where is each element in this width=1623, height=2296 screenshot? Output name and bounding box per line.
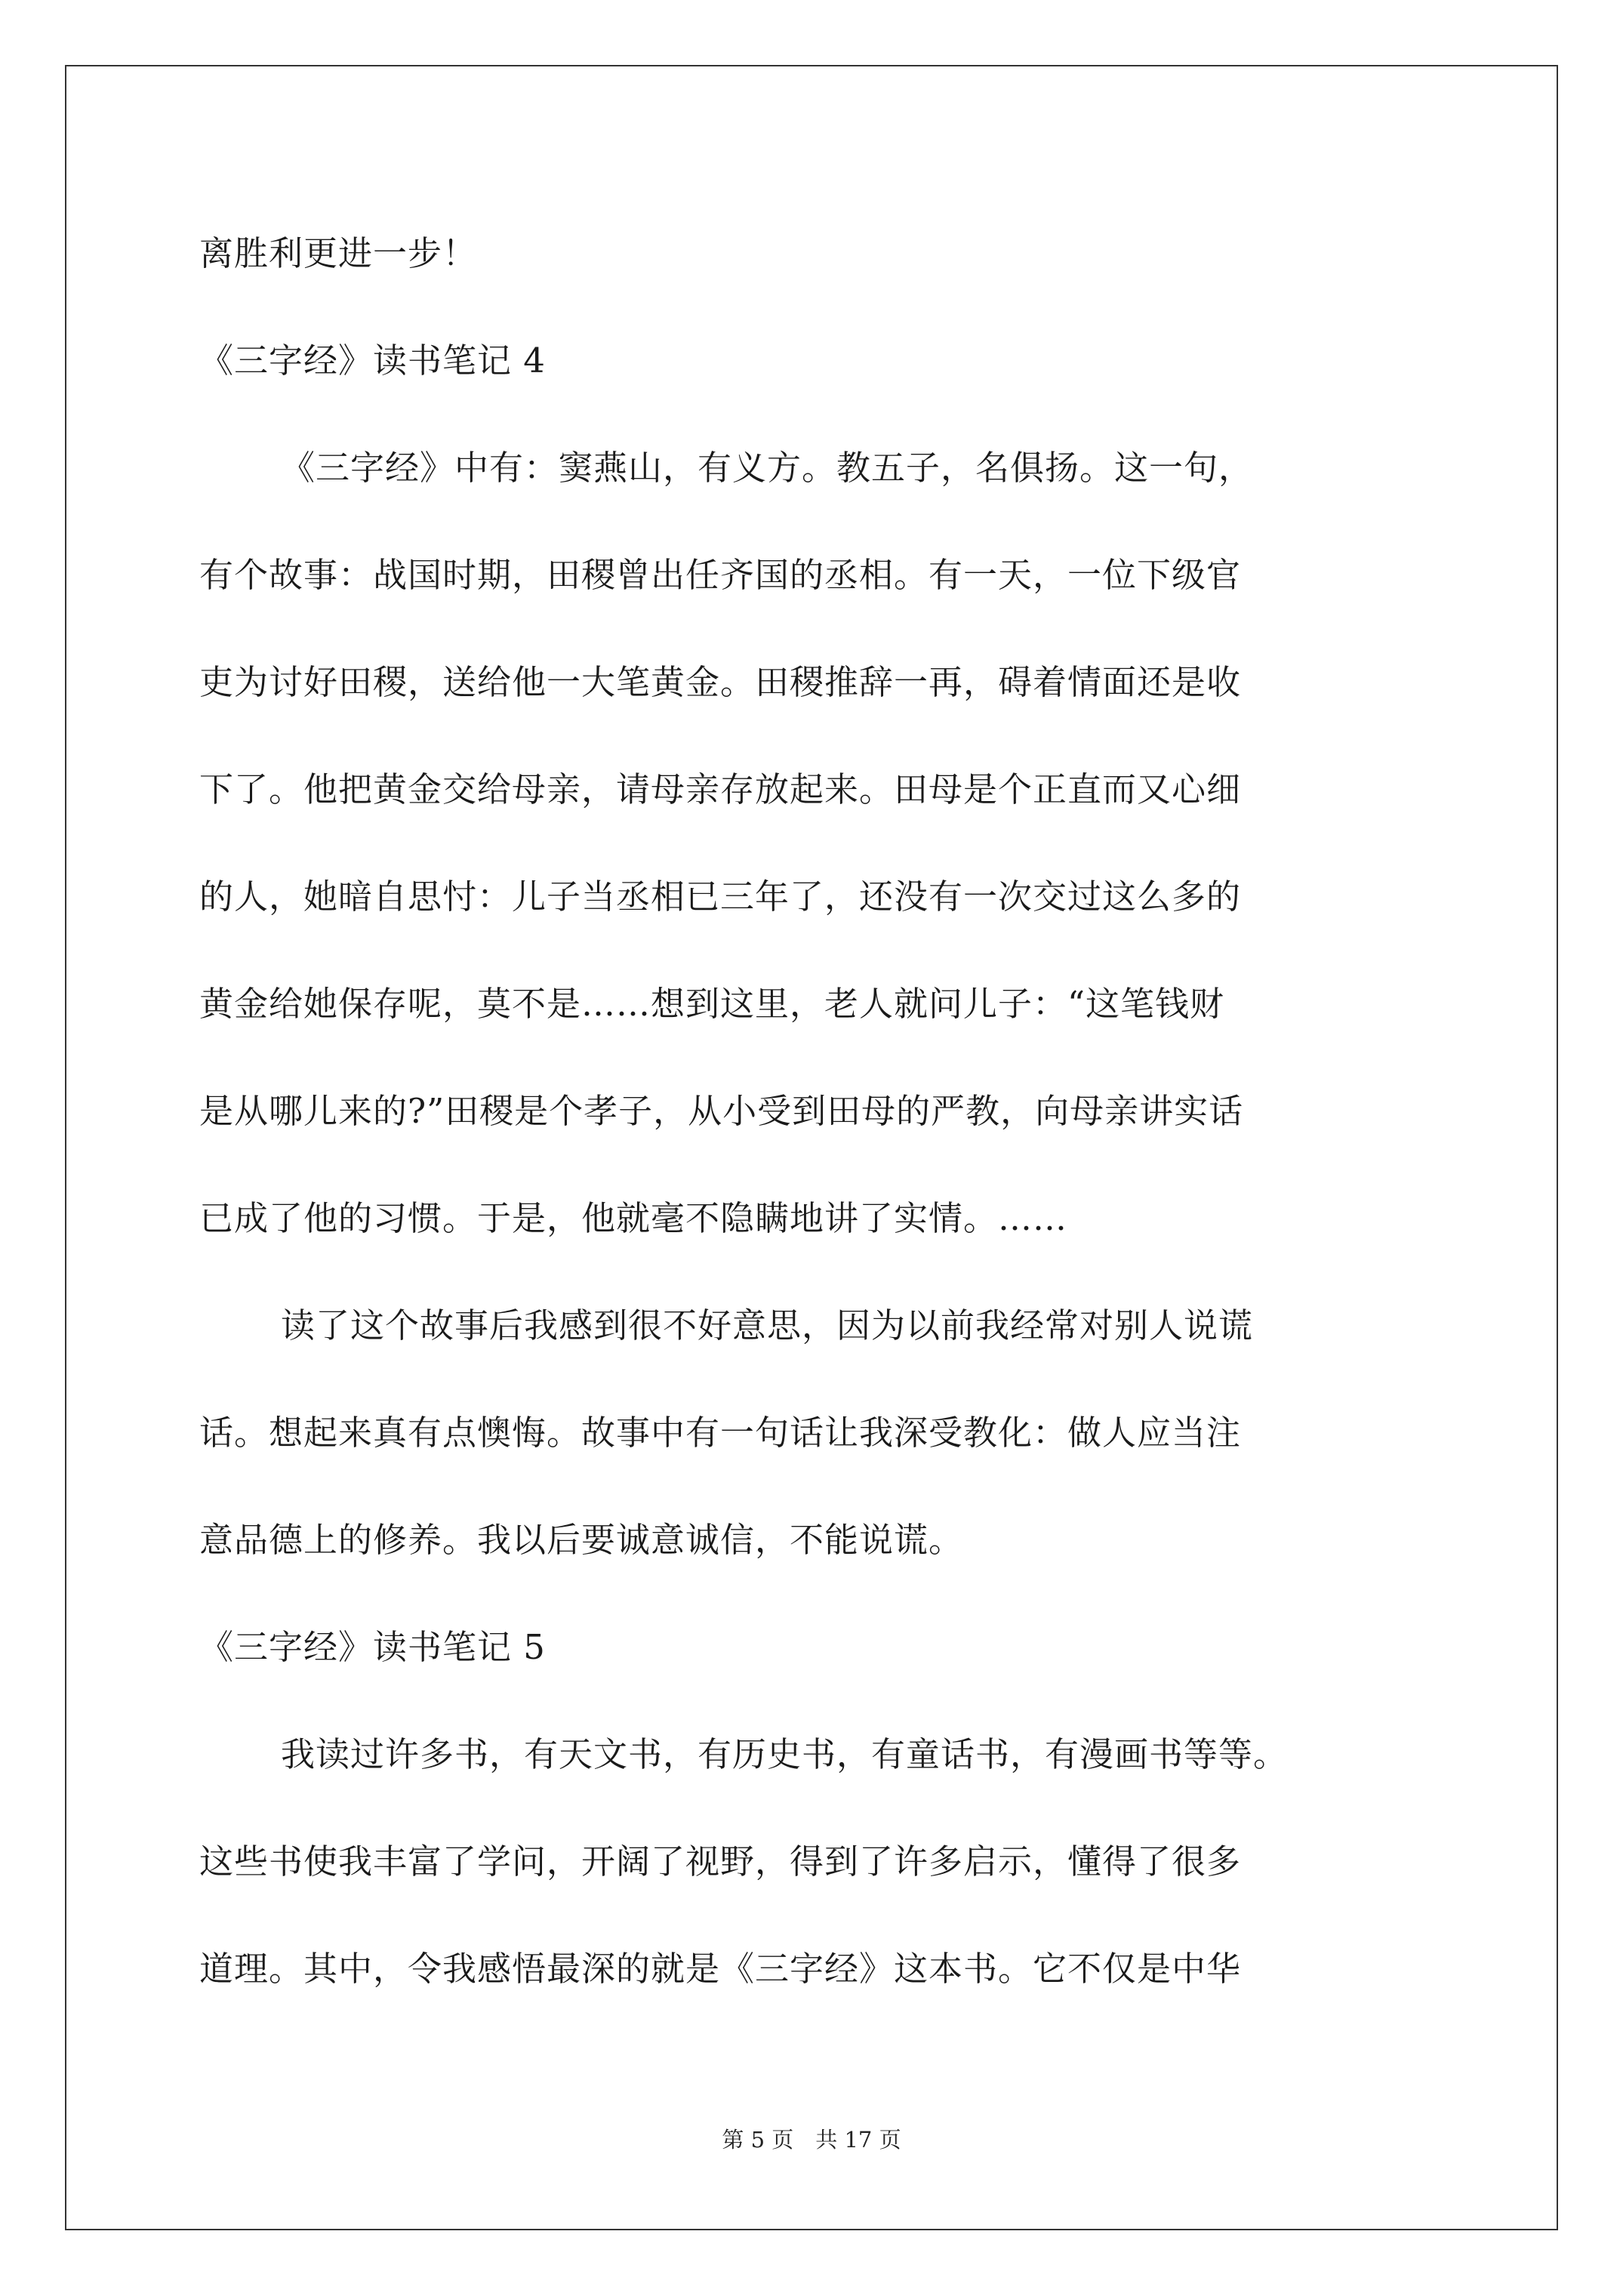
body-text-line: 吏为讨好田稷，送给他一大笔黄金。田稷推辞一再，碍着情面还是收 <box>199 662 1242 702</box>
body-text-line: 读了这个故事后我感到很不好意思，因为以前我经常对别人说谎 <box>281 1305 1254 1345</box>
page-border <box>65 65 1558 2230</box>
body-text-line: 道理。其中，令我感悟最深的就是《三字经》这本书。它不仅是中华 <box>199 1949 1242 1989</box>
body-text-line: 有个故事：战国时期，田稷曾出任齐国的丞相。有一天，一位下级官 <box>199 555 1242 595</box>
section-heading: 《三字经》读书笔记 5 <box>199 1627 546 1667</box>
body-text-line: 我读过许多书，有天文书，有历史书，有童话书，有漫画书等等。 <box>281 1734 1289 1774</box>
body-text-line: 意品德上的修养。我以后要诚意诚信，不能说谎。 <box>199 1520 964 1560</box>
page-number-footer: 第 5 页 共 17 页 <box>722 2127 901 2153</box>
body-text-line: 的人，她暗自思忖：儿子当丞相已三年了，还没有一次交过这么多的 <box>199 877 1242 917</box>
body-text-line: 已成了他的习惯。于是，他就毫不隐瞒地讲了实情。…… <box>199 1198 1068 1238</box>
body-text-line: 《三字经》中有：窦燕山，有义方。教五子，名俱扬。这一句， <box>281 448 1254 488</box>
body-text-line: 话。想起来真有点懊悔。故事中有一句话让我深受教化：做人应当注 <box>199 1413 1242 1453</box>
body-text-line: 下了。他把黄金交给母亲，请母亲存放起来。田母是个正直而又心细 <box>199 769 1242 809</box>
body-text-line: 离胜利更进一步！ <box>199 233 478 273</box>
body-text-line: 黄金给她保存呢，莫不是……想到这里，老人就问儿子：“这笔钱财 <box>199 984 1225 1024</box>
body-text-line: 是从哪儿来的?”田稷是个孝子，从小受到田母的严教，向母亲讲实话 <box>199 1091 1244 1131</box>
body-text-line: 这些书使我丰富了学问，开阔了视野，得到了许多启示，懂得了很多 <box>199 1841 1242 1881</box>
section-heading: 《三字经》读书笔记 4 <box>199 341 546 381</box>
